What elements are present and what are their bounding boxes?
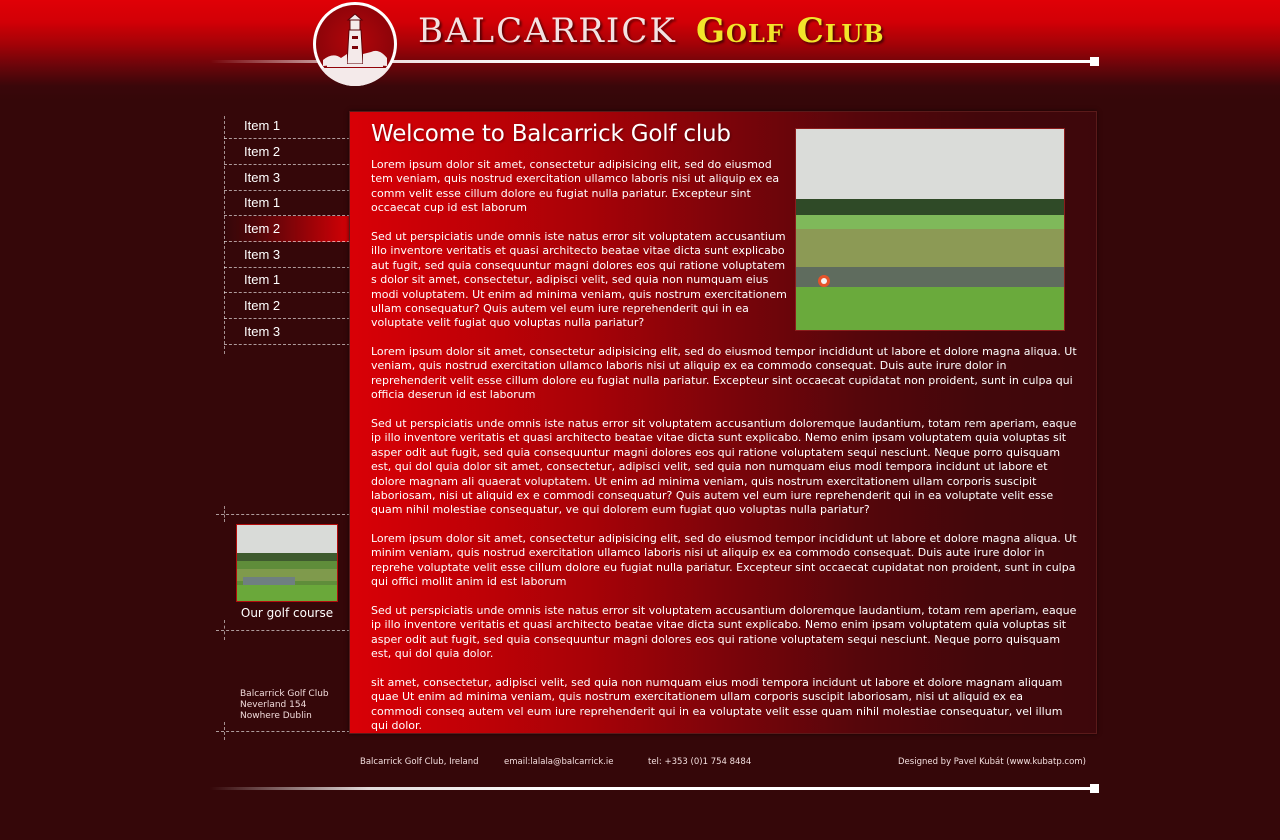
sidebar-divider xyxy=(216,731,350,732)
content-paragraph: Lorem ipsum dolor sit amet, consectetur adipisicing elit, sed do eiusmod tempor incididunt ut labore et dolore magna aliqua. Ut veniam, quis nostrud exercitation ullamco laboris nisi ut aliquip ex ea commodo consequat. Duis aute irure dolor in reprehenderit velit esse cillum dolore eu fugiat nulla pariatur. Excepteur sint occaecat cupidatat non proident, sunt in culpa qui officia deserun id est laborum xyxy=(371,345,1077,402)
sidebar-item-label: Item 2 xyxy=(244,298,281,313)
sidebar-item-label: Item 1 xyxy=(244,272,281,287)
sidebar-item-label: Item 1 xyxy=(244,118,281,133)
sidebar-item-7[interactable] xyxy=(224,267,350,293)
sidebar-menu xyxy=(216,113,350,733)
address-line: Balcarrick Golf Club xyxy=(240,689,329,699)
sidebar-divider xyxy=(216,630,350,631)
site-title-accent: Golf Club xyxy=(696,11,885,51)
footer-divider xyxy=(210,787,1090,790)
sidebar-item-6[interactable] xyxy=(224,242,350,268)
footer-divider-end xyxy=(1090,784,1099,793)
golf-course-photo xyxy=(795,128,1065,331)
footer-email-link[interactable]: email:lalala@balcarrick.ie xyxy=(504,757,614,767)
club-address xyxy=(240,689,329,722)
main-content xyxy=(349,111,1097,734)
lighthouse-seal-icon[interactable] xyxy=(313,2,397,86)
sidebar-item-label: Item 3 xyxy=(244,247,281,262)
address-line: Nowhere Dublin xyxy=(240,711,312,721)
footer-designer-credit[interactable]: Designed by Pavel Kubát (www.kubatp.com) xyxy=(898,757,1086,767)
content-paragraph: Sed ut perspiciatis unde omnis iste natus error sit voluptatem accusantium doloremque laudantium, totam rem aperiam, eaque ip illo inventore veritatis et quasi architecto beatae vitae dicta sunt explicabo. Nemo enim ipsam voluptatem quia voluptas sit asper odit aut fugit, sed quia consequuntur magni dolores eos qui ratione voluptatem sequi nesciunt. Neque porro quisquam est, qui dol quia dolor sit amet, consectetur, adipisci velit, sed quia non numquam eius modi tempora incidunt ut labore et dolore magnam ali quaerat voluptatem. Ut enim ad minima veniam, quis nostrum exercitationem ullam corporis suscipit laboriosam, nisi ut aliquid ex e commodi consequatur? Quis autem vel eum iure reprehenderit qui in ea voluptate velit esse quam nihil molestiae consequatur, ve qui dolorem eum fugiat quo voluptas nulla pariatur? xyxy=(371,417,1077,517)
sidebar-item-1[interactable] xyxy=(224,113,350,139)
sidebar-item-label: Item 1 xyxy=(244,195,281,210)
address-line: Neverland 154 xyxy=(240,700,307,710)
content-paragraph: Sed ut perspiciatis unde omnis iste natus error sit voluptatem accusantium illo inventore veritatis et quasi architecto beatae vitae dicta sunt explicabo aut fugit, sed quia consequuntur magni dolores eos qui ratione voluptatem s dolor sit amet, consectetur, adipisci velit, sed quia non numquam eius modi voluptatem. Ut enim ad minima veniam, quis nostrum exercitationem ullam consequatur? Quis autem vel eum iure reprehenderit qui in ea voluptate velit fugiat quo voluptas nulla pariatur? xyxy=(371,230,787,330)
sidebar-item-2[interactable] xyxy=(224,139,350,165)
sidebar-item-3[interactable] xyxy=(224,165,350,191)
sidebar-item-9[interactable] xyxy=(224,319,350,345)
sidebar-item-8[interactable] xyxy=(224,293,350,319)
content-paragraph: Lorem ipsum dolor sit amet, consectetur adipisicing elit, sed do eiusmod tempor incididunt ut labore et dolore magna aliqua. Ut minim veniam, quis nostrud exercitation ullamco laboris nisi ut aliquip ex ea commodo consequat. Duis aute irure dolor in reprehe voluptate velit esse cillum dolore eu fugiat nulla pariatur. Excepteur sint occaecat cupidatat non proident, sunt in culpa qui offici mollit anim id est laborum xyxy=(371,532,1077,589)
sidebar-item-label: Item 2 xyxy=(244,221,281,236)
content-paragraph: Sed ut perspiciatis unde omnis iste natus error sit voluptatem accusantium doloremque laudantium, totam rem aperiam, eaque ip illo inventore veritatis et quasi architecto beatae vitae dicta sunt explicabo. Nemo enim ipsam voluptatem quia voluptas sit asper odit aut fugit, sed quia consequuntur magni dolores eos qui ratione voluptatem sequi nesciunt. Neque porro quisquam est, qui dol quia dolor. xyxy=(371,604,1077,661)
page-title: Welcome to Balcarrick Golf club xyxy=(371,121,731,147)
sidebar-item-label: Item 3 xyxy=(244,170,281,185)
footer-club-name: Balcarrick Golf Club, Ireland xyxy=(360,757,479,767)
golf-course-thumbnail-image xyxy=(237,525,337,601)
content-paragraph: sit amet, consectetur, adipisci velit, sed quia non numquam eius modi tempora incidunt ut labore et dolore magnam aliquam quae Ut enim ad minima veniam, quis nostrum exercitationem ullam corporis suscipit laboriosam, nisi ut aliquid ex ea commodi conseq autem vel eum iure reprehenderit qui in ea voluptate velit esse quam nihil molestiae consequatur, vel illum qui dolor. xyxy=(371,676,1063,733)
golf-course-photo-image xyxy=(796,129,1064,330)
sidebar-item-label: Item 3 xyxy=(244,324,281,339)
lighthouse-graphic xyxy=(313,2,397,86)
footer-phone: tel: +353 (0)1 754 8484 xyxy=(648,757,752,767)
header-divider-end xyxy=(1090,57,1099,66)
sidebar-item-label: Item 2 xyxy=(244,144,281,159)
content-paragraph: Lorem ipsum dolor sit amet, consectetur adipisicing elit, sed do eiusmod tem veniam, quis nostrud exercitation ullamco laboris nisi ut aliquip ex ea comm velit esse cillum dolore eu fugiat nulla pariatur. Excepteur sint occaecat cup id est laborum xyxy=(371,158,780,215)
sidebar-divider xyxy=(216,514,350,515)
thumbnail-caption: Our golf course xyxy=(240,606,334,620)
golf-course-thumbnail[interactable] xyxy=(236,524,338,602)
sidebar-item-5-active[interactable] xyxy=(224,216,350,242)
site-title: BALCARRICK xyxy=(418,11,677,51)
sidebar-item-4[interactable] xyxy=(224,190,350,216)
